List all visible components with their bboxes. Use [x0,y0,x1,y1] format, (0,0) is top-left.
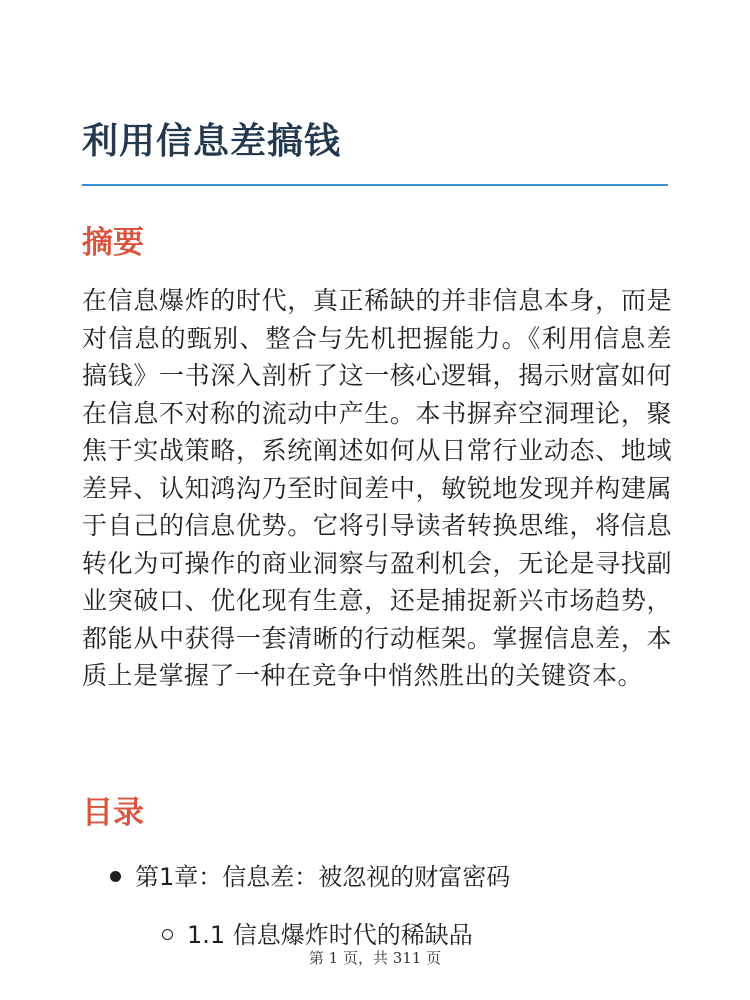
title-divider [82,184,668,186]
abstract-heading: 摘要 [82,225,144,261]
page-number: 第 1 页，共 311 页 [308,949,442,967]
bullet-circle-icon [162,929,173,940]
bullet-disc-icon [110,871,121,882]
toc-item-label: 1.1 信息爆炸时代的稀缺品 [187,921,473,949]
toc-item-label: 第1章：信息差：被忽视的财富密码 [135,863,511,891]
toc-heading: 目录 [82,795,144,831]
book-title: 利用信息差搞钱 [82,121,342,162]
abstract-paragraph: 在信息爆炸的时代，真正稀缺的并非信息本身，而是对信息的甄别、整合与先机把握能力。《利用信息差搞钱》一书深入剖析了这一核心逻辑，揭示财富如何在信息不对称的流动中产生。本书摒弃空洞理论，聚焦于实战策略，系统阐述如何从日常行业动态、地域差异、认知鸿沟乃至时间差中，敏锐地发现并构建属于自己的信息优势。它将引导读者转换思维，将信息转化为可操作的商业洞察与盈利机会，无论是寻找副业突破口、优化现有生意，还是捕捉新兴市场趋势，都能从中获得一套清晰的行动框架。掌握信息差，本质上是掌握了一种在竞争中悄然胜出的关键资本。 [82,286,672,690]
toc-item-chapter-1[interactable] [110,860,510,894]
